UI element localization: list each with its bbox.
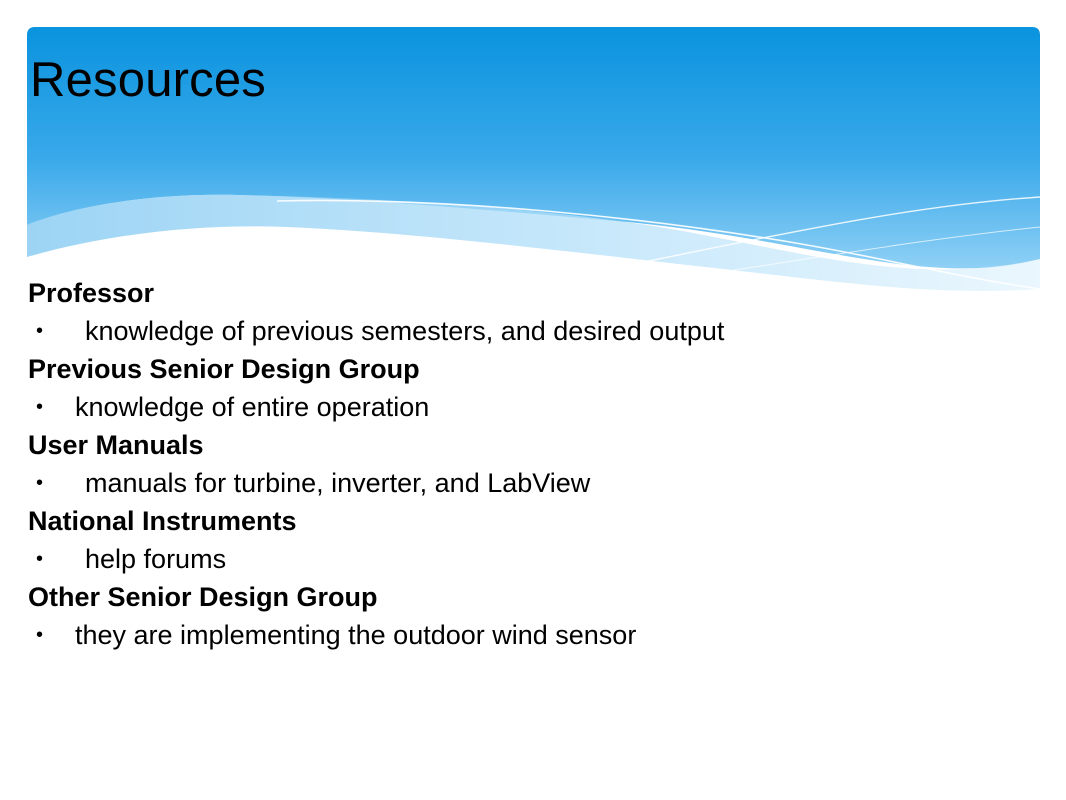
bullet-glyph: • <box>36 472 44 494</box>
bullet-item <box>28 388 1028 426</box>
bullet-item <box>28 540 1028 578</box>
bullet-glyph: • <box>36 548 44 570</box>
bullet-item <box>28 464 1028 502</box>
bullet-item <box>28 616 1028 654</box>
section-heading-national-instruments: National Instruments <box>28 506 297 536</box>
bullet-text: they are implementing the outdoor wind sensor <box>75 620 637 650</box>
bullet-text: manuals for turbine, inverter, and LabView <box>85 468 591 498</box>
bullet-item <box>28 312 1028 350</box>
slide-title: Resources <box>30 53 267 107</box>
section-heading-other-group: Other Senior Design Group <box>28 582 378 612</box>
bullet-glyph: • <box>36 396 44 418</box>
bullet-glyph: • <box>36 624 44 646</box>
section-heading-professor: Professor <box>28 278 155 308</box>
resource-list <box>28 274 1028 654</box>
bullet-text: knowledge of entire operation <box>75 392 430 422</box>
bullet-text: knowledge of previous semesters, and desired output <box>85 316 725 346</box>
section-heading-user-manuals: User Manuals <box>28 430 204 460</box>
bullet-text: help forums <box>85 544 227 574</box>
bullet-glyph: • <box>36 320 44 342</box>
section-heading-previous-group: Previous Senior Design Group <box>28 354 420 384</box>
